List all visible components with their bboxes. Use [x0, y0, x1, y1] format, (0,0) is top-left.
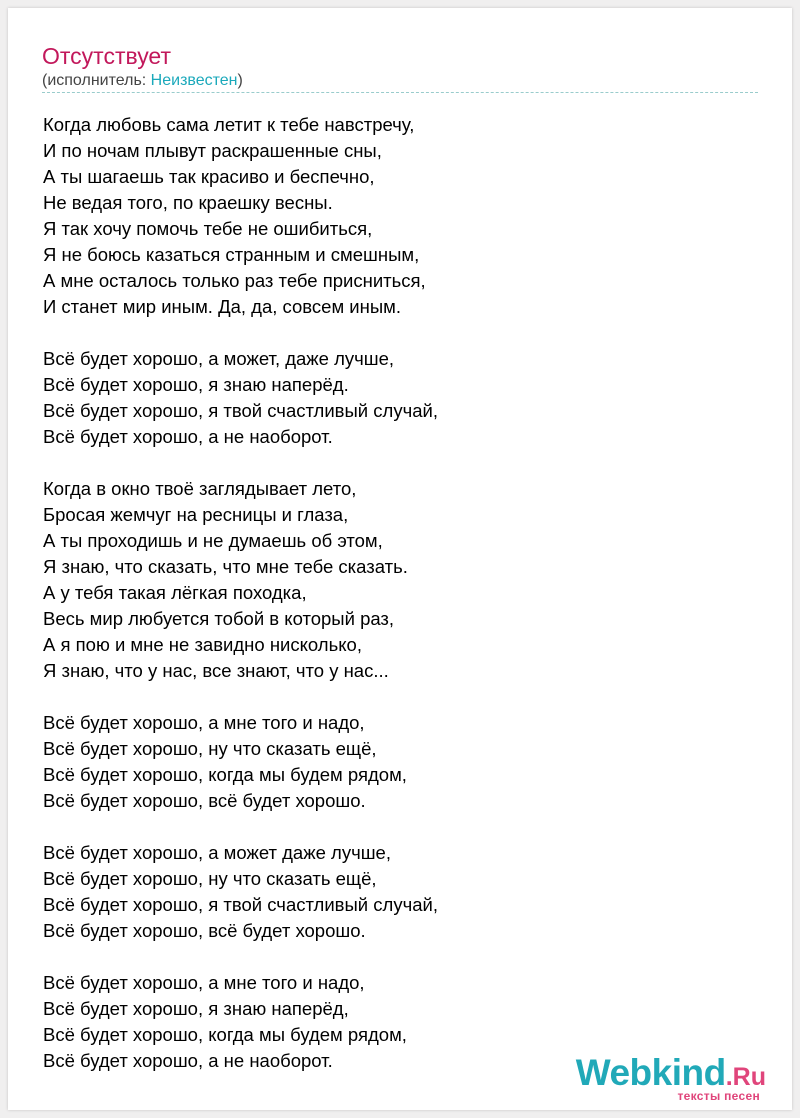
lyric-line: Всё будет хорошо, я знаю наперёд,	[43, 998, 349, 1019]
stanza-gap	[43, 450, 743, 476]
lyric-line: Я знаю, что у нас, все знают, что у нас...	[43, 660, 389, 681]
lyric-line: И станет мир иным. Да, да, совсем иным.	[43, 296, 402, 317]
lyric-line: Всё будет хорошо, ну что сказать ещё,	[43, 738, 377, 759]
lyric-line: Всё будет хорошо, я твой счастливый случай,	[43, 894, 438, 915]
lyric-line: Всё будет хорошо, я твой счастливый случай,	[43, 400, 438, 421]
stanza-gap	[43, 944, 743, 970]
lyric-line: Всё будет хорошо, а мне того и надо,	[43, 972, 365, 993]
artist-link[interactable]: Неизвестен	[150, 72, 238, 89]
lyric-line: А я пою и мне не завидно нисколько,	[43, 634, 362, 655]
stanza-gap	[43, 320, 743, 346]
site-logo[interactable]	[575, 1052, 766, 1103]
lyric-line: А мне осталось только раз тебе присниться,	[43, 270, 426, 291]
lyric-line: Всё будет хорошо, ну что сказать ещё,	[43, 868, 377, 889]
lyric-line: Всё будет хорошо, всё будет хорошо.	[43, 920, 366, 941]
lyric-line: Всё будет хорошо, всё будет хорошо.	[43, 790, 366, 811]
lyric-line: Бросая жемчуг на ресницы и глаза,	[43, 504, 349, 525]
lyric-line: Всё будет хорошо, когда мы будем рядом,	[43, 1024, 407, 1045]
lyric-line: И по ночам плывут раскрашенные сны,	[43, 140, 382, 161]
lyric-line: А ты шагаешь так красиво и беспечно,	[43, 166, 375, 187]
artist-line	[42, 72, 243, 90]
lyric-line: Всё будет хорошо, а может, даже лучше,	[43, 348, 395, 369]
lyric-line: Я не боюсь казаться странным и смешным,	[43, 244, 420, 265]
lyric-line: Всё будет хорошо, а не наоборот.	[43, 426, 333, 447]
lyric-line: Всё будет хорошо, когда мы будем рядом,	[43, 764, 407, 785]
song-title: Отсутствует	[42, 43, 171, 69]
lyric-line: Всё будет хорошо, а мне того и надо,	[43, 712, 365, 733]
lyric-line: Всё будет хорошо, я знаю наперёд.	[43, 374, 349, 395]
lyric-line: А у тебя такая лёгкая походка,	[43, 582, 307, 603]
lyric-line: Я знаю, что сказать, что мне тебе сказать.	[43, 556, 408, 577]
lyric-line: Всё будет хорошо, а может даже лучше,	[43, 842, 391, 863]
artist-suffix: )	[237, 72, 243, 89]
lyric-line: Весь мир любуется тобой в который раз,	[43, 608, 395, 629]
logo-subtitle: тексты песен	[677, 1089, 760, 1103]
title-divider	[42, 92, 758, 93]
stanza-gap	[43, 684, 743, 710]
logo-tld-text: .Ru	[725, 1063, 766, 1091]
lyrics-text	[43, 112, 743, 1074]
lyric-line: Я так хочу помочь тебе не ошибиться,	[43, 218, 373, 239]
stanza-gap	[43, 814, 743, 840]
lyric-line: Когда в окно твоё заглядывает лето,	[43, 478, 357, 499]
lyric-line: Когда любовь сама летит к тебе навстречу,	[43, 114, 415, 135]
lyric-line: Не ведая того, по краешку весны.	[43, 192, 333, 213]
lyric-line: Всё будет хорошо, а не наоборот.	[43, 1050, 333, 1071]
artist-prefix: (исполнитель:	[42, 72, 151, 89]
logo-main-text: Webkind	[575, 1052, 726, 1093]
lyric-line: А ты проходишь и не думаешь об этом,	[43, 530, 383, 551]
lyrics-page	[8, 8, 792, 1110]
